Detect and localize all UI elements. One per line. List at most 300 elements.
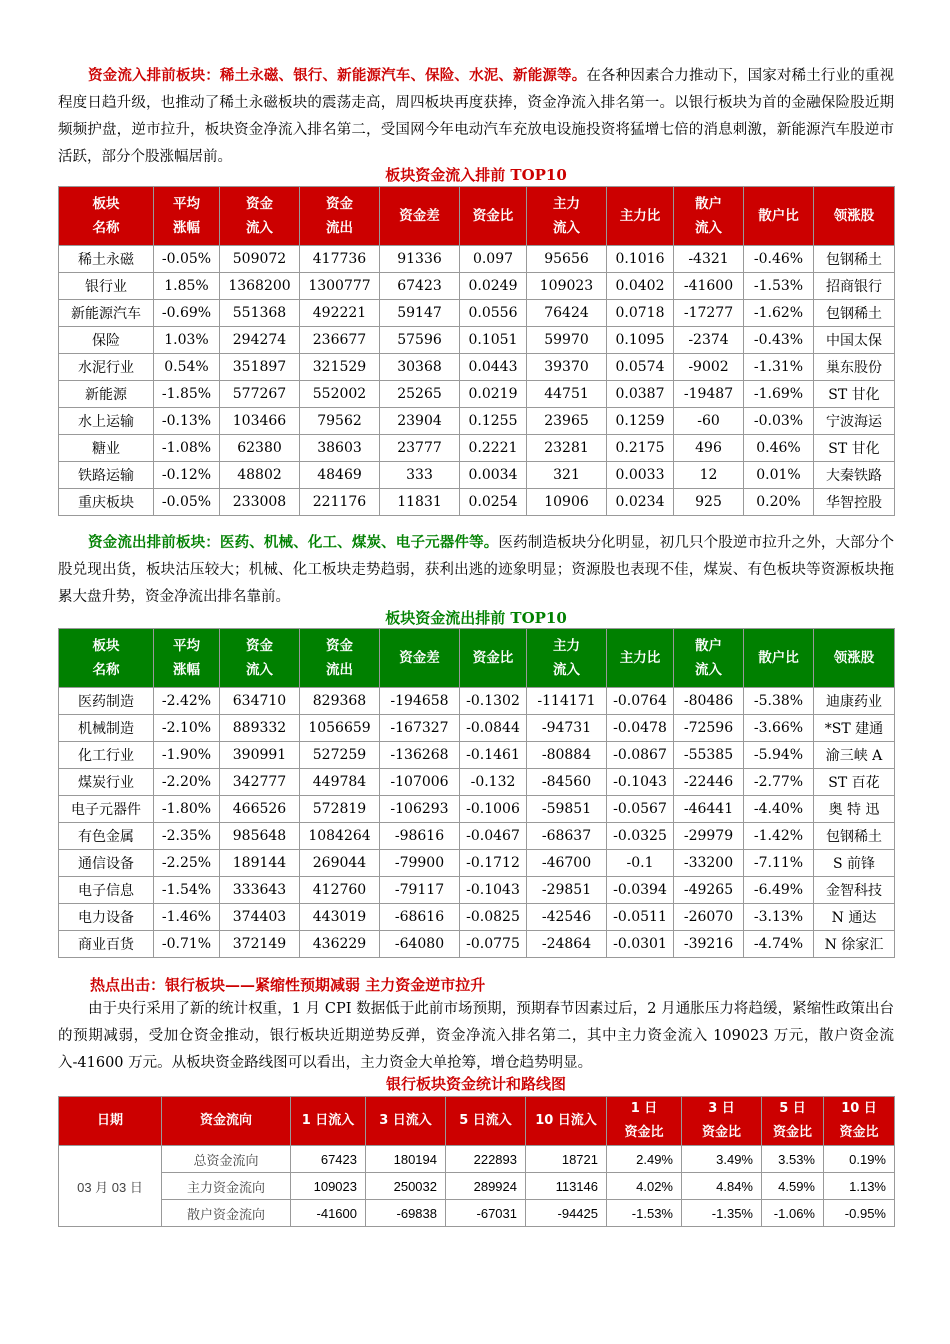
table-cell: -1.90% <box>154 742 220 769</box>
table-cell: -1.85% <box>154 381 220 408</box>
table-row <box>59 688 895 715</box>
table-cell: -4.40% <box>744 796 814 823</box>
table-cell: -1.06% <box>762 1200 824 1227</box>
table-cell: 0.0033 <box>607 462 674 489</box>
table-cell: 0.0254 <box>460 489 527 516</box>
table-cell: -79117 <box>380 877 460 904</box>
outflow_table-header-5-line: 资金比 <box>472 650 514 666</box>
table-cell: -1.42% <box>744 823 814 850</box>
outflow_table-header-2-line: 资金 <box>246 638 273 654</box>
table-cell: 294274 <box>220 327 300 354</box>
table-cell: -4.74% <box>744 931 814 958</box>
outflow-header-row <box>59 629 895 688</box>
table-cell: 250032 <box>366 1173 446 1200</box>
table-cell: -0.05% <box>154 246 220 273</box>
table-row <box>59 435 895 462</box>
table-cell: 0.01% <box>744 462 814 489</box>
table-cell: 大秦铁路 <box>814 462 895 489</box>
table-cell: -0.1461 <box>460 742 527 769</box>
outflow_table-header-0 <box>59 629 154 688</box>
table-cell: 321 <box>527 462 607 489</box>
table-cell: 39370 <box>527 354 607 381</box>
table-cell: 509072 <box>220 246 300 273</box>
table-cell: N 徐家汇 <box>814 931 895 958</box>
bank-table <box>58 1096 895 1227</box>
table-cell: -6.49% <box>744 877 814 904</box>
outflow_table-header-10-line: 领涨股 <box>833 650 875 666</box>
table-cell: 449784 <box>300 769 380 796</box>
table-cell: ST 甘化 <box>814 381 895 408</box>
table-cell: -2374 <box>674 327 744 354</box>
outflow_table-header-1-line: 涨幅 <box>173 662 200 678</box>
inflow_table-header-1-line: 涨幅 <box>173 220 200 236</box>
inflow_table-header-9 <box>744 187 814 246</box>
table-cell: -68637 <box>527 823 607 850</box>
table-cell: 中国太保 <box>814 327 895 354</box>
date-cell: 03 月 03 日 <box>59 1146 162 1227</box>
inflow_table-header-8-line: 散户 <box>695 196 722 212</box>
inflow_table-header-3-line: 流出 <box>326 220 353 236</box>
outflow_table-header-3-line: 流出 <box>326 662 353 678</box>
table-cell: 76424 <box>527 300 607 327</box>
inflow_table-header-5 <box>460 187 527 246</box>
table-cell: -39216 <box>674 931 744 958</box>
table-row <box>59 327 895 354</box>
table-cell: 银行业 <box>59 273 154 300</box>
table-cell: -2.35% <box>154 823 220 850</box>
table-cell: -3.13% <box>744 904 814 931</box>
table-cell: 527259 <box>300 742 380 769</box>
table-row <box>59 1200 895 1227</box>
inflow_table-header-10-line: 领涨股 <box>833 208 875 224</box>
table-cell: 390991 <box>220 742 300 769</box>
table-cell: 466526 <box>220 796 300 823</box>
table-cell: 0.0556 <box>460 300 527 327</box>
table-cell: 91336 <box>380 246 460 273</box>
table-cell: 0.54% <box>154 354 220 381</box>
bank_table-header-6-line: 1 日 <box>630 1101 658 1116</box>
table-cell: -41600 <box>291 1200 366 1227</box>
table-cell: -194658 <box>380 688 460 715</box>
table-cell: 103466 <box>220 408 300 435</box>
table-cell: S 前锋 <box>814 850 895 877</box>
outflow_table-header-10 <box>814 629 895 688</box>
table-cell: -80884 <box>527 742 607 769</box>
table-cell: -1.08% <box>154 435 220 462</box>
table-cell: -2.25% <box>154 850 220 877</box>
table-cell: -0.0775 <box>460 931 527 958</box>
bank_table-header-7 <box>682 1097 762 1146</box>
outflow_table-header-5 <box>460 629 527 688</box>
table-cell: 商业百货 <box>59 931 154 958</box>
table-cell: 374403 <box>220 904 300 931</box>
table-cell: 189144 <box>220 850 300 877</box>
table-cell: 1300777 <box>300 273 380 300</box>
table-cell: 包钢稀土 <box>814 300 895 327</box>
table-cell: -1.80% <box>154 796 220 823</box>
table-cell: -0.0301 <box>607 931 674 958</box>
table-cell: -0.46% <box>744 246 814 273</box>
table-cell: -5.94% <box>744 742 814 769</box>
table-cell: 67423 <box>291 1146 366 1173</box>
bank_table-header-8-line: 资金比 <box>772 1125 812 1140</box>
hotspot-title: 热点出击：银行板块——紧缩性预期减弱 主力资金逆市拉升 <box>90 976 486 994</box>
table-cell: 634710 <box>220 688 300 715</box>
table-cell: -4321 <box>674 246 744 273</box>
table-cell: 11831 <box>380 489 460 516</box>
table-cell: 1056659 <box>300 715 380 742</box>
table-row <box>59 850 895 877</box>
table-cell: -0.1712 <box>460 850 527 877</box>
table-cell: 0.0718 <box>607 300 674 327</box>
table-cell: 18721 <box>526 1146 607 1173</box>
table-cell: -0.0764 <box>607 688 674 715</box>
table-cell: -55385 <box>674 742 744 769</box>
table-cell: -0.132 <box>460 769 527 796</box>
inflow_table-header-0 <box>59 187 154 246</box>
outflow_table-header-0-line: 名称 <box>92 662 120 678</box>
inflow_table-header-0-line: 名称 <box>92 220 120 236</box>
table-cell: 0.0219 <box>460 381 527 408</box>
bank_table-header-5-line: 10 日流入 <box>535 1113 597 1128</box>
table-cell: 0.1051 <box>460 327 527 354</box>
table-cell: ST 百花 <box>814 769 895 796</box>
table-cell: 0.1259 <box>607 408 674 435</box>
bank_table-header-0-line: 日期 <box>96 1113 123 1128</box>
table-cell: 62380 <box>220 435 300 462</box>
table-cell: -0.1 <box>607 850 674 877</box>
inflow-intro-paragraph <box>58 62 894 171</box>
table-cell: -60 <box>674 408 744 435</box>
table-cell: -0.1302 <box>460 688 527 715</box>
table-cell: 电力设备 <box>59 904 154 931</box>
table-cell: -69838 <box>366 1200 446 1227</box>
bank_table-header-8-line: 5 日 <box>779 1101 806 1116</box>
table-cell: -136268 <box>380 742 460 769</box>
table-cell: 552002 <box>300 381 380 408</box>
table-cell: 通信设备 <box>59 850 154 877</box>
table-row <box>59 1173 895 1200</box>
table-cell: 水泥行业 <box>59 354 154 381</box>
table-row <box>59 931 895 958</box>
inflow_table-header-7 <box>607 187 674 246</box>
outflow_table-header-6 <box>527 629 607 688</box>
table-cell: 79562 <box>300 408 380 435</box>
table-cell: 奥 特 迅 <box>814 796 895 823</box>
table-cell: 机械制造 <box>59 715 154 742</box>
outflow_table-header-3 <box>300 629 380 688</box>
table-cell: -114171 <box>527 688 607 715</box>
table-cell: 包钢稀土 <box>814 246 895 273</box>
outflow_table-header-8-line: 流入 <box>695 662 722 678</box>
table-cell: 0.1095 <box>607 327 674 354</box>
table-cell: -68616 <box>380 904 460 931</box>
table-cell: -0.0478 <box>607 715 674 742</box>
table-cell: 0.2175 <box>607 435 674 462</box>
table-cell: 煤炭行业 <box>59 769 154 796</box>
table-cell: -1.54% <box>154 877 220 904</box>
table-cell: 321529 <box>300 354 380 381</box>
table-cell: 3.49% <box>682 1146 762 1173</box>
table-cell: N 通达 <box>814 904 895 931</box>
bank_table-header-9 <box>824 1097 895 1146</box>
table-cell: -46441 <box>674 796 744 823</box>
table-cell: 新能源汽车 <box>59 300 154 327</box>
table-cell: 4.59% <box>762 1173 824 1200</box>
table-cell: 1368200 <box>220 273 300 300</box>
table-cell: -0.0467 <box>460 823 527 850</box>
table-cell: 44751 <box>527 381 607 408</box>
inflow-table <box>58 186 895 516</box>
table-cell: 289924 <box>446 1173 526 1200</box>
table-cell: 492221 <box>300 300 380 327</box>
table-cell: *ST 建通 <box>814 715 895 742</box>
table-cell: 59147 <box>380 300 460 327</box>
table-cell: -107006 <box>380 769 460 796</box>
table-cell: -0.0325 <box>607 823 674 850</box>
table-cell: -80486 <box>674 688 744 715</box>
table-cell: -1.53% <box>607 1200 682 1227</box>
inflow_table-header-5-line: 资金比 <box>472 208 514 224</box>
table-cell: 2.49% <box>607 1146 682 1173</box>
table-cell: 95656 <box>527 246 607 273</box>
table-cell: 糖业 <box>59 435 154 462</box>
table-row <box>59 823 895 850</box>
table-cell: -94425 <box>526 1200 607 1227</box>
table-cell: 0.20% <box>744 489 814 516</box>
table-row <box>59 246 895 273</box>
table-cell: 铁路运输 <box>59 462 154 489</box>
table-cell: -33200 <box>674 850 744 877</box>
table-cell: 113146 <box>526 1173 607 1200</box>
bank_table-header-2 <box>291 1097 366 1146</box>
table-cell: 59970 <box>527 327 607 354</box>
table-cell: 电子元器件 <box>59 796 154 823</box>
table-cell: 23904 <box>380 408 460 435</box>
table-cell: 67423 <box>380 273 460 300</box>
bank_table-header-1-line: 资金流向 <box>199 1113 252 1128</box>
table-cell: 551368 <box>220 300 300 327</box>
inflow_table-header-2-line: 资金 <box>246 196 273 212</box>
table-cell: 0.2221 <box>460 435 527 462</box>
inflow_table-header-1-line: 平均 <box>173 196 200 212</box>
table-cell: 0.0574 <box>607 354 674 381</box>
bank_table-header-5 <box>526 1097 607 1146</box>
bank_table-header-7-line: 3 日 <box>708 1101 735 1116</box>
table-cell: 稀土永磁 <box>59 246 154 273</box>
bank_table-header-8 <box>762 1097 824 1146</box>
table-cell: -29979 <box>674 823 744 850</box>
table-cell: 新能源 <box>59 381 154 408</box>
table-cell: 0.0234 <box>607 489 674 516</box>
table-cell: -0.03% <box>744 408 814 435</box>
table-cell: 化工行业 <box>59 742 154 769</box>
table-cell: 0.0249 <box>460 273 527 300</box>
table-cell: 1.85% <box>154 273 220 300</box>
table-cell: 重庆板块 <box>59 489 154 516</box>
table-cell: -1.35% <box>682 1200 762 1227</box>
table-cell: -26070 <box>674 904 744 931</box>
table-cell: -3.66% <box>744 715 814 742</box>
outflow_table-header-6-line: 主力 <box>553 638 580 654</box>
table-cell: -5.38% <box>744 688 814 715</box>
table-cell: 1.13% <box>824 1173 895 1200</box>
inflow-header-row <box>59 187 895 246</box>
outflow_table-header-9 <box>744 629 814 688</box>
table-cell: 342777 <box>220 769 300 796</box>
inflow-table-caption: 板块资金流入排前 TOP10 <box>385 166 567 184</box>
table-cell: -0.95% <box>824 1200 895 1227</box>
table-cell: -0.13% <box>154 408 220 435</box>
table-cell: 0.0402 <box>607 273 674 300</box>
bank_table-header-6 <box>607 1097 682 1146</box>
table-cell: 23777 <box>380 435 460 462</box>
table-cell: -2.10% <box>154 715 220 742</box>
table-cell: -98616 <box>380 823 460 850</box>
inflow_table-header-9-line: 散户比 <box>758 208 799 224</box>
table-cell: -79900 <box>380 850 460 877</box>
table-cell: 25265 <box>380 381 460 408</box>
inflow_table-header-7-line: 主力比 <box>619 208 661 224</box>
outflow_table-header-3-line: 资金 <box>326 638 353 654</box>
bank-table-body <box>59 1146 895 1227</box>
flow-label-cell: 散户资金流向 <box>162 1200 291 1227</box>
inflow_table-header-2-line: 流入 <box>246 220 273 236</box>
table-row <box>59 1146 895 1173</box>
table-cell: -42546 <box>527 904 607 931</box>
outflow_table-header-1 <box>154 629 220 688</box>
table-cell: 保险 <box>59 327 154 354</box>
table-cell: 4.02% <box>607 1173 682 1200</box>
bank-header-row <box>59 1097 895 1146</box>
inflow_table-header-6-line: 主力 <box>553 196 580 212</box>
outflow_table-header-2 <box>220 629 300 688</box>
inflow_table-header-4-line: 资金差 <box>399 208 440 224</box>
table-row <box>59 273 895 300</box>
outflow_table-header-2-line: 流入 <box>246 662 273 678</box>
inflow-intro-body: 在各种因素合力推动下，国家对稀土行业的重视程度日趋升级，也推动了稀土永磁板块的震荡走高，周四板块再度获捧，资金净流入排名第一。以银行板块为首的金融保险股近期频频护盘，逆市拉升，板块资金净流入排名第二，受国网今年电动汽车充放电设施投资将猛增七倍的消息刺激，新能源汽车股逆市活跃，部分个股涨幅居前。 <box>58 68 895 165</box>
table-cell: -9002 <box>674 354 744 381</box>
inflow-table-body <box>59 246 895 516</box>
table-row <box>59 715 895 742</box>
table-cell: -0.43% <box>744 327 814 354</box>
table-cell: 宁波海运 <box>814 408 895 435</box>
outflow_table-header-7-line: 主力比 <box>619 650 661 666</box>
table-cell: 829368 <box>300 688 380 715</box>
table-cell: 12 <box>674 462 744 489</box>
table-row <box>59 300 895 327</box>
table-cell: -2.42% <box>154 688 220 715</box>
table-cell: 水上运输 <box>59 408 154 435</box>
outflow_table-header-7 <box>607 629 674 688</box>
table-cell: 10906 <box>527 489 607 516</box>
bank_table-header-6-line: 资金比 <box>624 1125 664 1140</box>
outflow_table-header-0-line: 板块 <box>92 638 120 654</box>
table-cell: 372149 <box>220 931 300 958</box>
outflow-table <box>58 628 895 958</box>
bank_table-header-7-line: 资金比 <box>701 1125 741 1140</box>
inflow_table-header-2 <box>220 187 300 246</box>
table-cell: -1.69% <box>744 381 814 408</box>
table-cell: 有色金属 <box>59 823 154 850</box>
table-cell: -29851 <box>527 877 607 904</box>
table-cell: 333 <box>380 462 460 489</box>
bank_table-header-4 <box>446 1097 526 1146</box>
table-row <box>59 462 895 489</box>
table-cell: 48469 <box>300 462 380 489</box>
table-cell: 577267 <box>220 381 300 408</box>
inflow-intro-lead: 资金流入排前板块：稀土永磁、银行、新能源汽车、保险、水泥、新能源等。 <box>88 67 587 84</box>
table-cell: -24864 <box>527 931 607 958</box>
table-cell: -0.71% <box>154 931 220 958</box>
table-cell: 985648 <box>220 823 300 850</box>
bank_table-header-3 <box>366 1097 446 1146</box>
table-cell: 236677 <box>300 327 380 354</box>
outflow_table-header-4-line: 资金差 <box>399 650 440 666</box>
table-cell: -49265 <box>674 877 744 904</box>
table-cell: 4.84% <box>682 1173 762 1200</box>
inflow_table-header-8-line: 流入 <box>695 220 722 236</box>
table-cell: 30368 <box>380 354 460 381</box>
table-cell: 925 <box>674 489 744 516</box>
table-cell: -0.1043 <box>460 877 527 904</box>
table-cell: 351897 <box>220 354 300 381</box>
table-cell: 电子信息 <box>59 877 154 904</box>
table-cell: 48802 <box>220 462 300 489</box>
table-cell: -0.05% <box>154 489 220 516</box>
table-row <box>59 742 895 769</box>
table-cell: 渝三峡 A <box>814 742 895 769</box>
table-cell: -0.0867 <box>607 742 674 769</box>
outflow_table-header-9-line: 散户比 <box>758 650 799 666</box>
table-cell: -84560 <box>527 769 607 796</box>
bank_table-header-9-line: 10 日 <box>841 1101 877 1116</box>
table-cell: -67031 <box>446 1200 526 1227</box>
table-cell: 0.0443 <box>460 354 527 381</box>
inflow_table-header-8 <box>674 187 744 246</box>
bank-table-caption: 银行板块资金统计和路线图 <box>385 1075 566 1093</box>
table-cell: 222893 <box>446 1146 526 1173</box>
table-cell: 包钢稀土 <box>814 823 895 850</box>
inflow_table-header-6 <box>527 187 607 246</box>
outflow-intro-paragraph <box>58 529 894 611</box>
table-cell: -72596 <box>674 715 744 742</box>
table-cell: -106293 <box>380 796 460 823</box>
table-row <box>59 489 895 516</box>
bank_table-header-9-line: 资金比 <box>839 1125 879 1140</box>
table-cell: -0.0844 <box>460 715 527 742</box>
bank_table-header-0 <box>59 1097 162 1146</box>
table-cell: -0.0394 <box>607 877 674 904</box>
outflow_table-header-8 <box>674 629 744 688</box>
bank_table-header-2-line: 1 日流入 <box>301 1113 355 1128</box>
outflow-table-caption: 板块资金流出排前 TOP10 <box>385 609 567 627</box>
outflow_table-header-1-line: 平均 <box>173 638 200 654</box>
table-cell: -0.12% <box>154 462 220 489</box>
table-cell: 23281 <box>527 435 607 462</box>
table-cell: -94731 <box>527 715 607 742</box>
table-cell: 412760 <box>300 877 380 904</box>
table-cell: 0.0034 <box>460 462 527 489</box>
table-cell: -0.1006 <box>460 796 527 823</box>
table-cell: 0.1016 <box>607 246 674 273</box>
table-cell: 38603 <box>300 435 380 462</box>
table-cell: 0.097 <box>460 246 527 273</box>
table-cell: 221176 <box>300 489 380 516</box>
outflow-intro-lead: 资金流出排前板块：医药、机械、化工、煤炭、电子元器件等。 <box>88 534 499 551</box>
outflow-intro-body: 医药制造板块分化明显，初几只个股逆市拉升之外，大部分个股兑现出货，板块沽压较大；机械、化工板块走势趋弱，获利出逃的迹象明显；资源股也表现不佳，煤炭、有色板块等资源板块拖累大盘升势，资金净流出排名靠前。 <box>58 535 894 605</box>
table-cell: -22446 <box>674 769 744 796</box>
